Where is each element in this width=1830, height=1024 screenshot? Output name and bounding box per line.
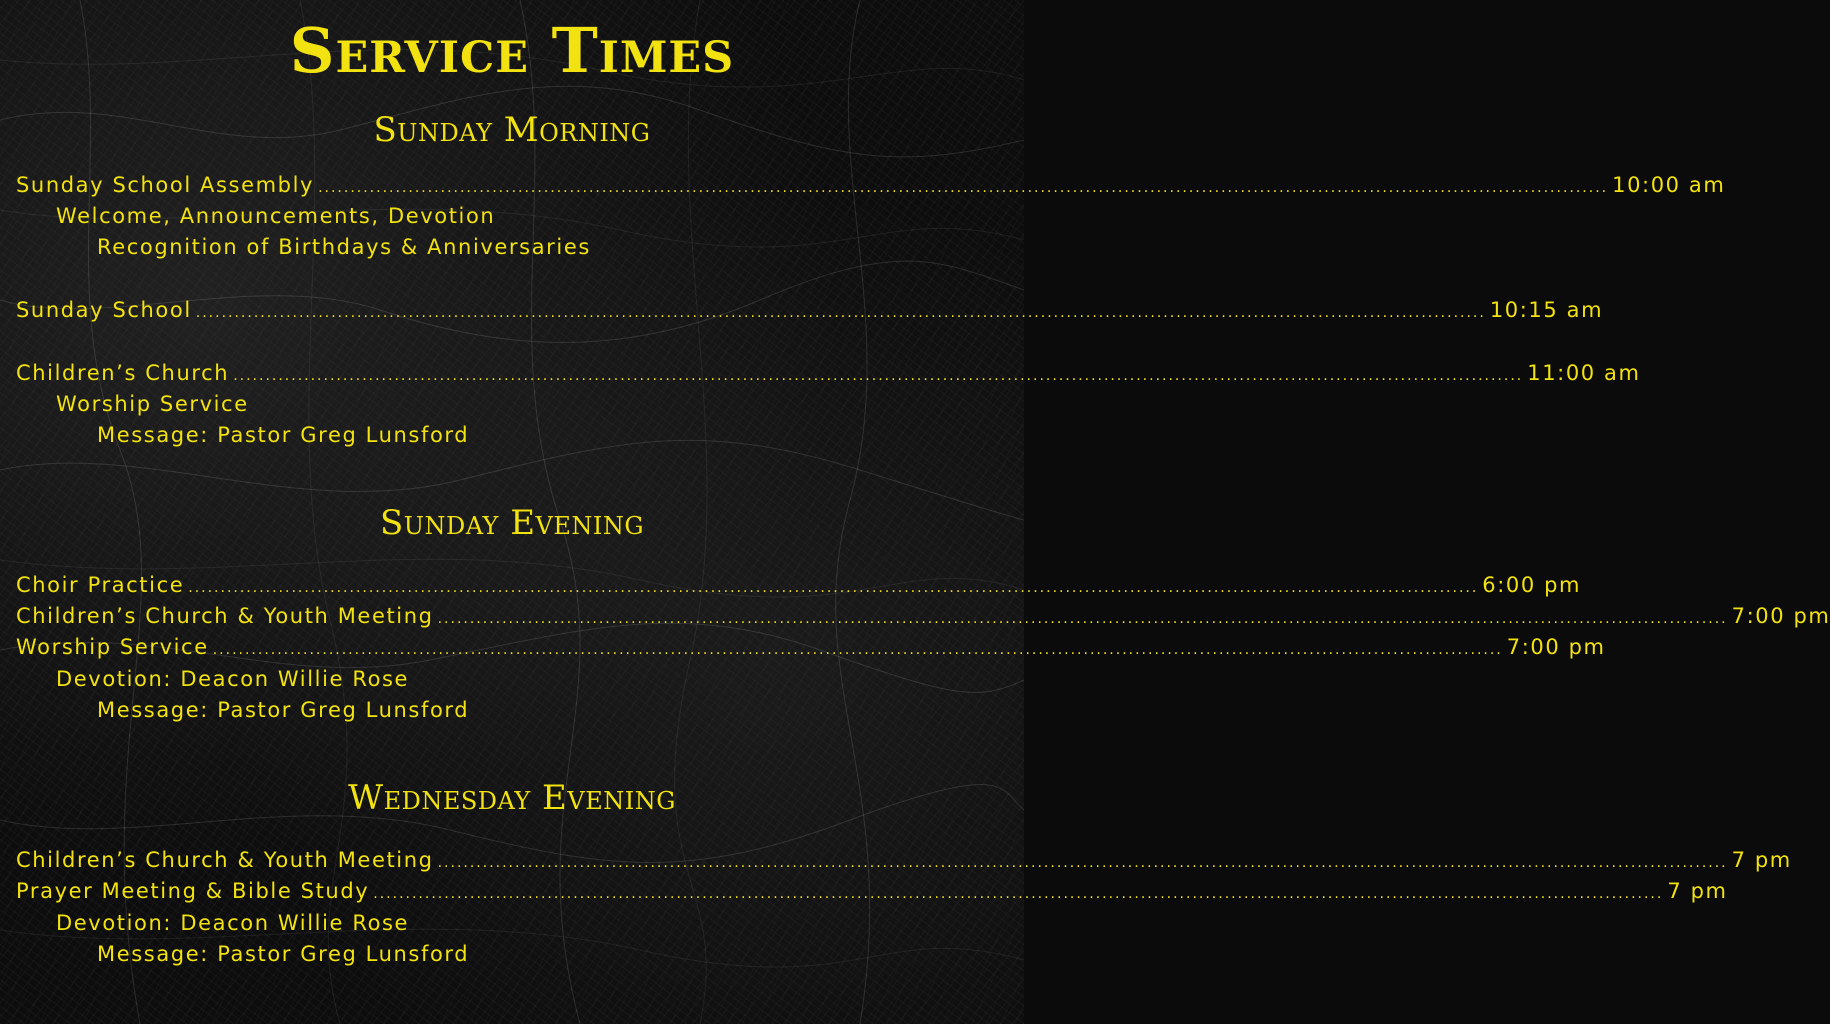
event-note: Devotion: Deacon Willie Rose xyxy=(56,911,410,935)
dot-leader: ........................................................................................................................................................................................................ xyxy=(373,886,1664,902)
event-time: 7 pm xyxy=(1731,848,1792,872)
dot-leader: ........................................................................................................................................................................................................ xyxy=(437,855,1728,871)
event-time: 7:00 pm xyxy=(1731,604,1830,628)
schedule-row xyxy=(16,296,1604,324)
event-label: Children’s Church & Youth Meeting xyxy=(16,604,434,628)
event-label: Children’s Church & Youth Meeting xyxy=(16,848,434,872)
section-heading-sunday-morning: Sunday Morning xyxy=(373,110,651,150)
dot-leader: ........................................................................................................................................................................................................ xyxy=(212,642,1503,658)
schedule-row xyxy=(16,602,1830,630)
event-label: Worship Service xyxy=(16,635,209,659)
event-note: Message: Pastor Greg Lunsford xyxy=(97,423,470,447)
event-time: 11:00 am xyxy=(1527,361,1641,385)
dot-leader: ........................................................................................................................................................................................................ xyxy=(437,611,1728,627)
schedule-row xyxy=(16,877,1728,905)
event-note: Message: Pastor Greg Lunsford xyxy=(97,698,470,722)
schedule-row xyxy=(16,633,1606,661)
dot-leader: ........................................................................................................................................................................................................ xyxy=(233,368,1524,384)
schedule-row xyxy=(16,571,1582,599)
event-note: Message: Pastor Greg Lunsford xyxy=(97,942,470,966)
dot-leader: ........................................................................................................................................................................................................ xyxy=(195,305,1486,321)
event-note: Devotion: Deacon Willie Rose xyxy=(56,667,410,691)
event-label: Choir Practice xyxy=(16,573,185,597)
section-heading-wednesday-evening: Wednesday Evening xyxy=(348,778,676,818)
page-title: Service Times xyxy=(289,14,735,87)
event-note: Worship Service xyxy=(56,392,249,416)
event-label: Prayer Meeting & Bible Study xyxy=(16,879,370,903)
section-heading-sunday-evening: Sunday Evening xyxy=(379,503,645,543)
event-time: 10:15 am xyxy=(1489,298,1604,322)
schedule-row xyxy=(16,846,1792,874)
event-time: 7 pm xyxy=(1667,879,1728,903)
event-label: Children’s Church xyxy=(16,361,230,385)
event-note: Recognition of Birthdays & Anniversaries xyxy=(97,235,591,259)
dot-leader: ........................................................................................................................................................................................................ xyxy=(188,580,1479,596)
event-label: Sunday School Assembly xyxy=(16,173,315,197)
event-time: 6:00 pm xyxy=(1482,573,1582,597)
dot-leader: ........................................................................................................................................................................................................ xyxy=(318,180,1609,196)
event-note: Welcome, Announcements, Devotion xyxy=(56,204,496,228)
event-time: 7:00 pm xyxy=(1506,635,1606,659)
event-time: 10:00 am xyxy=(1612,173,1726,197)
schedule-row xyxy=(16,359,1641,387)
schedule-row xyxy=(16,171,1726,199)
event-label: Sunday School xyxy=(16,298,192,322)
